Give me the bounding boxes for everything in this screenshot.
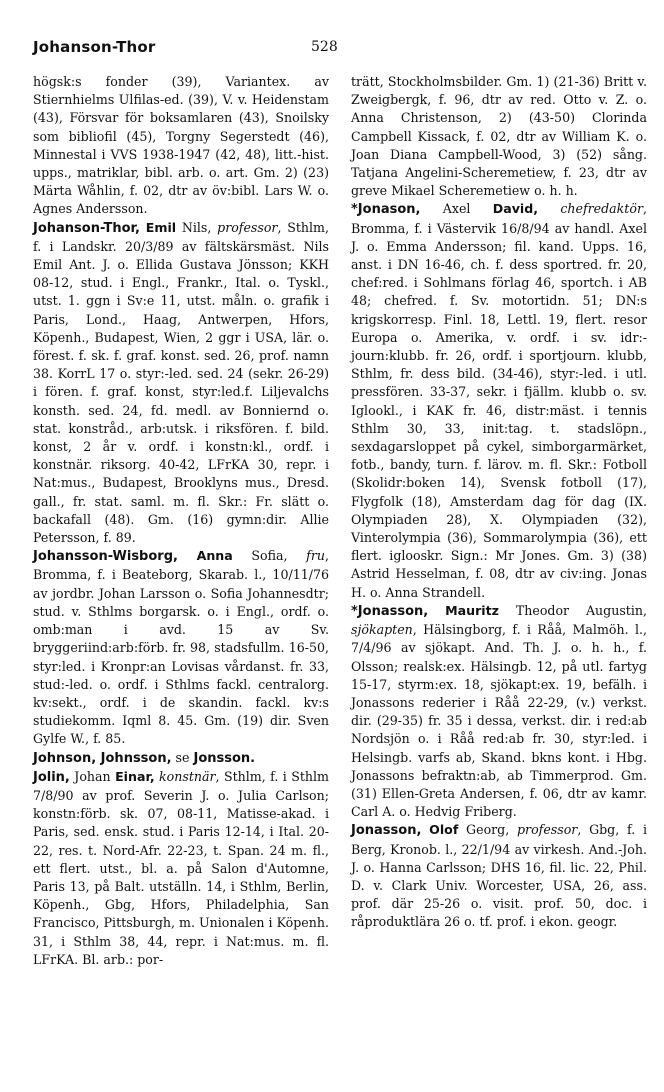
entry-body: , Bromma, f. i Västervik 16/8/94 av handl. Axel J. o. Emma Andersson; fil. kand. Upps. 16, anst. i DN 16-46, ch. f. dess sportred. fr. 20, chef:red. i Sohlmans förlag 46, sportch. i AB 48; chefred. f. Sv. motortidn. 51; DN:s krigskorresp. Finl. 18, Lettl. 19, flert. resor Europa o. Amerika, v. ordf. i sv. idr:-journ:klubb. fr. 26, ordf. i sportjourn. klubb, Sthlm, fr. dess bild. (34-46), styr:-led. i utl. pressfören. 33-37, sekr. i fjällm. klubb o. sv. Iglookl., i KAK fr. 46, distr:mäst. i tennis Sthlm 30, 33, init:tag. t. stadslöpn., sexdagarsloppet på cykel, simborgarmärket, fotb., bandy, turn. f. lärov. m. fl. Skr.: Fotboll (Skolidr:boken 14), Svensk fotboll (17), Flygfolk (18), Amsterdam dag för dag (IX. Olympiaden 28), X. Olympiaden (32), Vinterolympia (36), Sommarolympia (36), ett flert. iglooskr. Sign.: Mr Jones. Gm. 3) (38) Astrid Hesselman, f. 08, dtr av civ:ing. Jonas H. o. Anna Strandell. [351,201,647,600]
entry-headword: Johanson-Thor, [33,220,140,236]
entry-headword: Johansson-Wisborg, [33,549,178,565]
entry-body: högsk:s fonder (39), Variantex. av Stiernhielms Ulfilas-ed. (39), V. v. Heidenstam (43), Försvar för boksamlaren (43), Snoilsky som bibliofil (45), Torgny Segerstedt (46), Minnestal i VVS 1938-1947 (42, 48), litt.-hist. upps., matriklar, bibl. arb. o. art. Gm. 2) (23) Märta Wåhlin, f. 02, dtr av öv:bibl. Lars W. o. Agnes Andersson. [33,74,329,217]
page-number: 528 [311,39,338,55]
entry-body: , Gbg, f. i Berg, Kronob. l., 22/1/94 av virkesh. And.-Joh. J. o. Hanna Carlsson; DHS 16, fil. lic. 22, Phil. D. v. Clark Univ. Worcester, USA, 26, ass. prof. där 25-26 o. visit. prof. 50, doc. i råproduktlära 26 o. tf. prof. i ekon. geogr. [351,822,647,930]
entry-given-name: David, [492,201,539,217]
entry-title: sjökapten [351,622,413,638]
left-column [33,73,329,1078]
entry-given-name: Einar, [115,768,155,784]
entry-given-name: Anna [196,548,233,564]
entry-given-name: Emil [145,219,177,235]
entry-crossref-target: Jonsson. [193,750,256,766]
right-column [351,73,647,1078]
entry-other-names: Theodor Augustin, [498,602,647,618]
entry-title: chefredaktör [560,201,643,217]
entry-headword: *Jonason, [351,202,421,218]
entry-continuation [33,73,329,219]
entry-body: , Sthlm, f. i Sthlm 7/8/90 av prof. Severin J. o. Julia Carlson; konstn:förb. sk. 07, 08-11, Matisse-akad. i Paris, sed. ensk. stud. i Paris 12-14, i Ital. 20-22, res. t. Nord-Afr. 22-23, t. Span. 24 m. fl., ett flert. utst., bl. a. på Salon d'Automne, Paris 13, på Balt. utställn. 14, i Sthlm, Berlin, Köpenh., Gbg, Hfors, Philadelphia, San Francisco, Pittsburgh, m. Unionalen i Köpenh. 31, i Sthlm 38, 44, repr. i Nat:mus. m. fl. LFrKA. Bl. arb.: por- [33,768,329,967]
entry-johansson-wisborg [33,547,329,748]
entry-body: trätt, Stockholmsbilder. Gm. 1) (21-36) Britt v. Zweigbergk, f. 96, dtr av red. Otto v. Z. o. Anna Christenson, 2) (43-50) Clorinda Campbell Kissack, f. 02, dtr av William K. o. Joan Diana Campbell-Wood, 3) (52) sång. Tatjana Angelini-Scheremetiew, f. 23, dtr av greve Mikael Scheremetiew o. h. h. [351,74,647,199]
entry-title: professor [217,219,278,235]
entry-given-name: Olof [429,822,459,838]
entry-jonasson-mauritz [351,602,647,821]
entry-body: , Hälsingborg, f. i Råå, Malmöh. l., 7/4/96 av sjökapt. And. Th. J. o. h. h., f. Olsson; realsk:ex. Hälsingb. 12, på utl. fartyg 15-17, styrm:ex. 18, sjökapt:ex. 19, befälh. i Jonassons rederier i Råå 22-29, (v.) verkst. dir. (29-35) fr. 35 i dessa, verkst. dir. i red:ab Nordsjön o. i Råå red:ab fr. 30, styr:led. i Helsingb. varfs ab, Skand. bkns kont. i Hbg. Jonassons befraktn:ab, ab Timmerprod. Gm. (31) Ellen-Greta Andersen, f. 06, dtr av kamr. Carl A. o. Hedvig Friberg. [351,622,647,820]
entry-given-name: Mauritz [445,602,499,618]
entry-headword: Johnson, Johnsson, [33,750,172,766]
running-head: Johanson-Thor [33,38,156,56]
entry-continuation [351,73,647,200]
entry-jonasson-olof [351,821,647,931]
entry-other-names: Sofia, [232,548,307,564]
entry-headword: Jonasson, [351,823,422,839]
entry-jonason [351,200,647,601]
entry-johnson-crossref [33,749,329,768]
page-header [33,38,631,60]
entry-title: konstnär [159,768,216,784]
entry-johanson-thor [33,219,329,548]
entry-other-names: Johan [69,768,116,784]
entry-title: fru [306,548,325,564]
entry-body: se [171,749,194,765]
entry-body: , Bromma, f. i Beateborg, Skarab. l., 10/11/76 av jordbr. Johan Larsson o. Sofia Johannesdtr; stud. v. Sthlms borgarsk. o. i Engl., ordf. o. omb:man i avd. 15 av Sv. bryggeriind:arb:förb. fr. 98, stadsfullm. 16-50, styr:led. i Kronpr:an Lovisas vårdanst. fr. 33, stud:-led. o. ordf. i Sthlms fackl. centralorg. kv:sekt., ordf. i de skandin. fackl. kv:s studiekomm. Iqml 8. 45. Gm. (19) dir. Sven Gylfe W., f. 85. [33,548,329,747]
entry-headword: Jolin, [33,769,70,785]
entry-other-names: Axel [420,201,493,217]
entry-body: , Sthlm, f. i Landskr. 20/3/89 av fältskärsmäst. Nils Emil Ant. J. o. Ellida Gustava Jönsson; KKH 08-12, stud. i Engl., Frankr., Ital. o. Tyskl., utst. 1. ggn i Sv:e 11, utst. måln. o. grafik i Paris, Lond., Haag, Antwerpen, Hfors, Köpenh., Budapest, Wien, 2 ggr i USA, lär. o. förest. f. sk. f. graf. konst. sed. 26, prof. namn 38. KorrL 17 o. styr:-led. sed. 24 (sekr. 26-29) i fören. f. graf. konst, styr:led.f. Liljevalchs konsth. sed. 24, fd. medl. av Bonniernd o. stat. konstråd., arb:utsk. i riksfören. f. bild. konst, 2 år v. ordf. i konstn:kl., ordf. i konstnär. riksorg. 40-42, LFrKA 30, repr. i Nat:mus., Budapest, Brooklyns mus., Dresd. gall., fr. stat. saml. m. fl. Skr.: Fr. slätt o. backafall (48). Gm. (16) gymn:dir. Allie Petersson, f. 89. [33,219,329,546]
entry-headword: *Jonasson, [351,603,429,619]
entry-jolin [33,768,329,969]
entry-other-names: Georg, [458,822,517,838]
entry-other-names: Nils, [176,219,218,235]
entry-title: professor [517,822,578,838]
